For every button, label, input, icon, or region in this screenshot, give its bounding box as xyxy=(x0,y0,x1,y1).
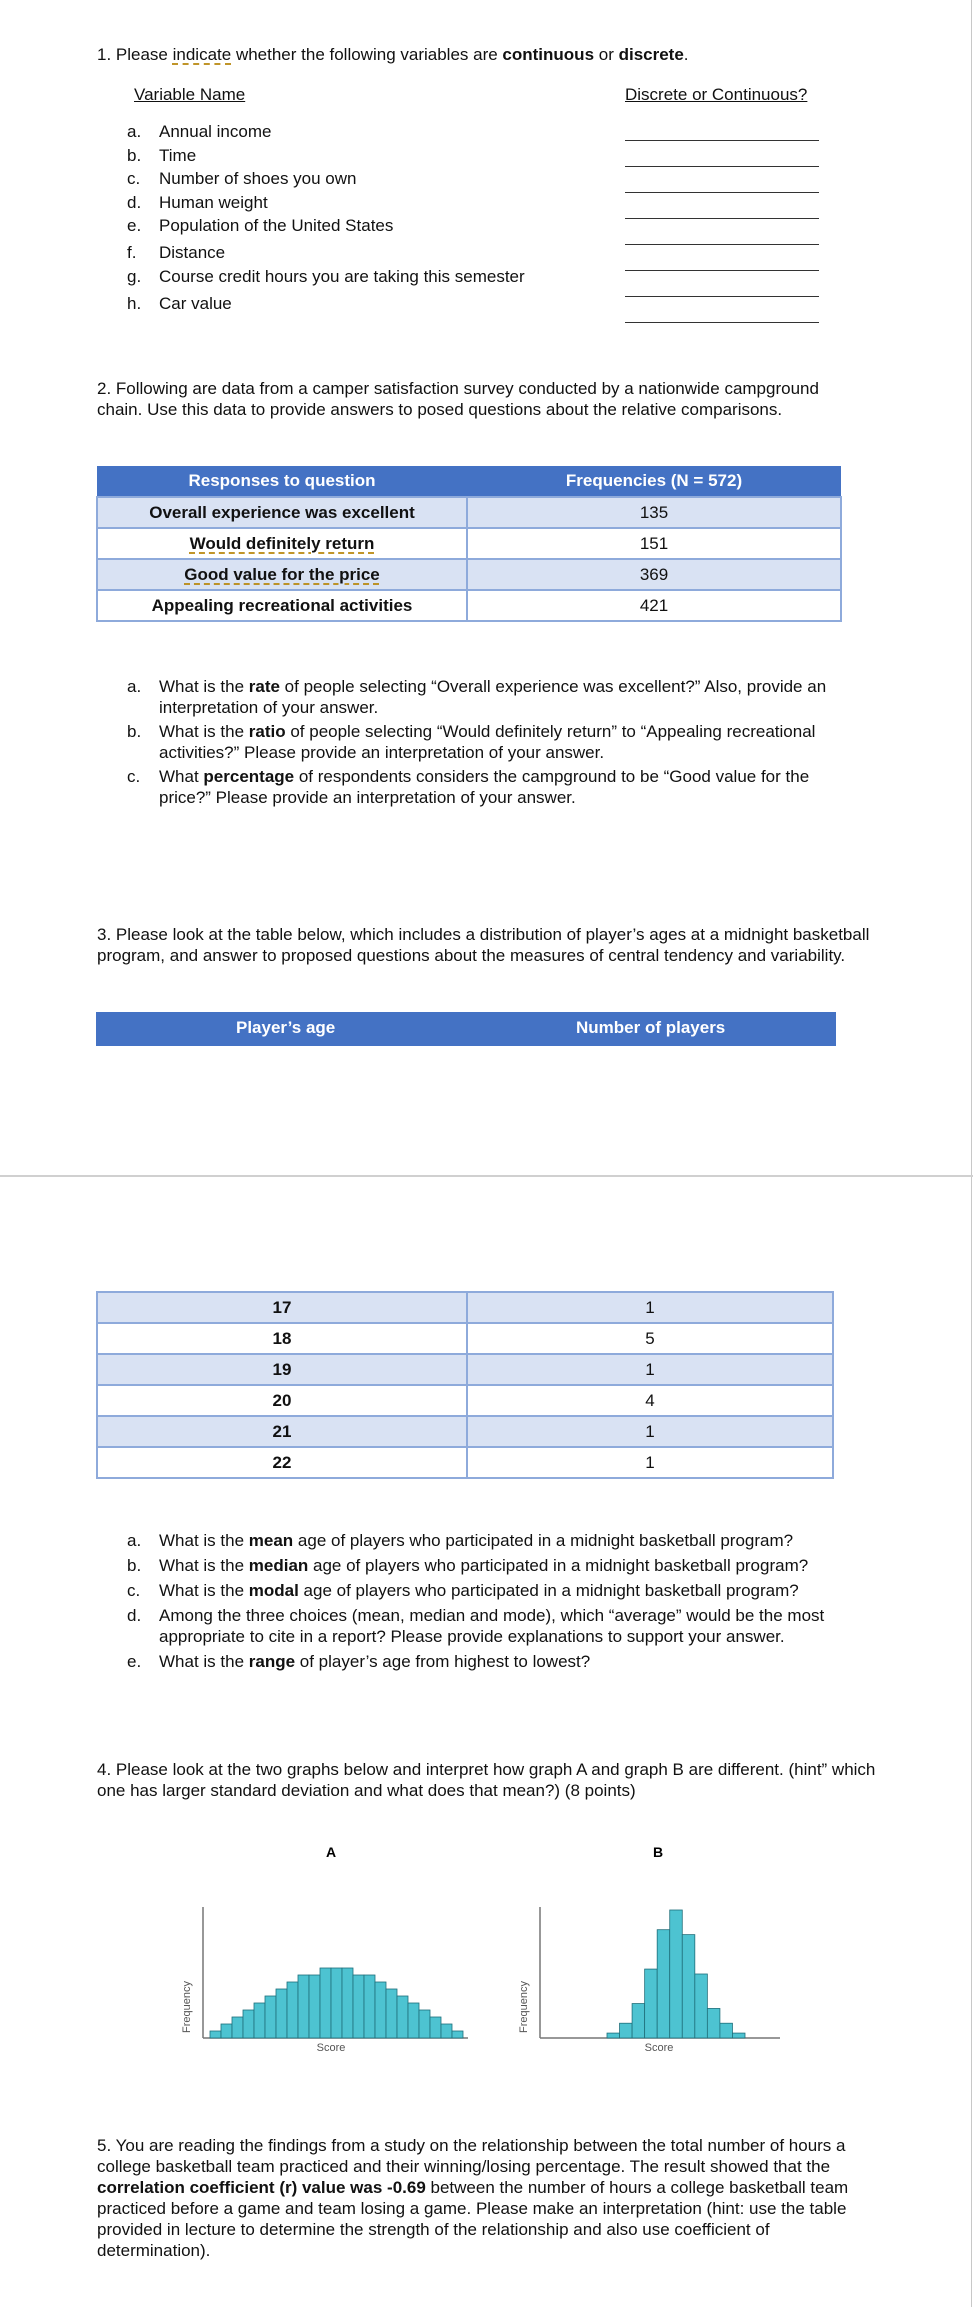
q3-question-e: e. What is the range of player’s age from highest to lowest? xyxy=(127,1652,591,1671)
graph-a-bar xyxy=(331,1968,342,2038)
graph-b-bar xyxy=(720,2023,733,2038)
q3-question-b: b. What is the median age of players who participated in a midnight basketball program? xyxy=(127,1556,809,1575)
page-2 xyxy=(0,1177,972,2307)
table-row: 21 1 xyxy=(97,1416,833,1447)
table-row: 17 1 xyxy=(97,1292,833,1323)
answer-blank[interactable] xyxy=(625,218,819,219)
graph-a-bar xyxy=(452,2031,463,2038)
q3-header-count: Number of players xyxy=(576,1018,726,1037)
answer-blank[interactable] xyxy=(625,192,819,193)
graph-a-bar xyxy=(320,1968,331,2038)
q1-item: e. Population of the United States xyxy=(127,216,394,235)
graph-a-bar xyxy=(364,1975,375,2038)
q2-header-responses: Responses to question xyxy=(97,466,467,497)
graph-b xyxy=(515,1837,785,2067)
q1-item: f. Distance xyxy=(127,243,226,262)
answer-blank[interactable] xyxy=(625,296,819,297)
graph-a-ylabel: Frequency xyxy=(181,1981,193,2033)
graph-a-xlabel: Score xyxy=(316,2042,346,2054)
graph-a-bar xyxy=(265,1996,276,2038)
answer-blank[interactable] xyxy=(625,270,819,271)
graph-a-bar xyxy=(430,2017,441,2038)
graph-a-bar xyxy=(441,2024,452,2038)
graph-b-bar xyxy=(607,2033,620,2038)
q2-survey-table xyxy=(96,466,842,622)
graph-a-bar xyxy=(232,2017,243,2038)
graph-a-bar xyxy=(243,2010,254,2038)
graph-b-bar xyxy=(732,2033,745,2038)
answer-blank[interactable] xyxy=(625,166,819,167)
graph-b-bar xyxy=(682,1935,695,2038)
q5-prompt: 5. You are reading the findings from a study on the relationship between the total number of hours a college basketball team practiced and their winning/losing percentage. The result showed that the correlation coefficient (r) value was -0.69 between the number of hours a college basketball team practiced before a game and team losing a game. Please make an interpretation (hint: use the table provided in lecture to determine the strength of the relationship and also use coefficient of determination). xyxy=(97,2136,849,2260)
q1-col-discrete-continuous: Discrete or Continuous? xyxy=(625,85,808,104)
graph-b-title: B xyxy=(652,1844,664,1860)
graph-a-title: A xyxy=(325,1844,337,1860)
graph-a-bar xyxy=(309,1975,320,2038)
q2-intro: 2. Following are data from a camper satisfaction survey conducted by a nationwide campground chain. Use this data to provide answers to posed questions about the relative comparisons. xyxy=(97,379,819,419)
q3-question-a: a. What is the mean age of players who participated in a midnight basketball program? xyxy=(127,1531,794,1550)
graph-a-bar xyxy=(386,1989,397,2038)
q3-questions xyxy=(127,1530,857,1672)
graph-b-bar xyxy=(707,2008,720,2038)
q1-item: a. Annual income xyxy=(127,122,272,141)
table-row: 20 4 xyxy=(97,1385,833,1416)
graph-a-bar xyxy=(287,1982,298,2038)
answer-blank[interactable] xyxy=(625,140,819,141)
table-row: Overall experience was excellent 135 xyxy=(97,497,841,528)
q3-age-table xyxy=(96,1291,834,1479)
q3-intro: 3. Please look at the table below, which includes a distribution of player’s ages at a midnight basketball program, and answer to proposed questions about the measures of central tendency and variability. xyxy=(97,925,870,965)
q1-item: h. Car value xyxy=(127,294,232,313)
q1-item: c. Number of shoes you own xyxy=(127,169,357,188)
q1-item: g. Course credit hours you are taking this semester xyxy=(127,267,525,286)
graph-a-bar xyxy=(254,2003,265,2038)
graph-b-bar xyxy=(632,2004,645,2038)
answer-blank[interactable] xyxy=(625,322,819,323)
q2-question-c: c. What percentage of respondents considers the campground to be “Good value for the price?” Please provide an interpretation of your answer. xyxy=(127,767,810,807)
graph-b-xlabel: Score xyxy=(644,2042,674,2054)
q1-prompt: 1. Please indicate whether the following variables are continuous or discrete. xyxy=(97,45,689,64)
q1-variable-list xyxy=(127,121,525,317)
graph-a-bar xyxy=(298,1975,309,2038)
graph-b-bar xyxy=(657,1930,670,2038)
q2-questions xyxy=(127,676,857,808)
q3-table-header xyxy=(96,1012,836,1046)
table-row: Appealing recreational activities 421 xyxy=(97,590,841,621)
graph-a-bar xyxy=(408,2003,419,2038)
q1-item: d. Human weight xyxy=(127,192,268,212)
graph-a-bar xyxy=(375,1982,386,2038)
graph-a-bar xyxy=(419,2010,430,2038)
graph-a-bar xyxy=(210,2031,221,2038)
graph-a-bar xyxy=(397,1996,408,2038)
table-row: 18 5 xyxy=(97,1323,833,1354)
q4-intro: 4. Please look at the two graphs below and interpret how graph A and graph B are different. (hint” which one has larger standard deviation and what does that mean?) (8 points) xyxy=(97,1760,876,1800)
q3-question-d: d. Among the three choices (mean, median and mode), which “average” would be the most appropriate to cite in a report? Please provide explanations to support your answer. xyxy=(127,1606,825,1646)
q1-item: b. Time xyxy=(127,145,197,165)
graph-b-bar xyxy=(695,1974,708,2038)
q3-header-age: Player’s age xyxy=(236,1018,336,1037)
graph-b-bar xyxy=(645,1969,658,2038)
graph-a xyxy=(178,1837,478,2067)
table-row: Would definitely return 151 xyxy=(97,528,841,559)
q1-col-variable-name: Variable Name xyxy=(134,85,246,104)
q2-question-a: a. What is the rate of people selecting “Overall experience was excellent?” Also, provide an interpretation of your answer. xyxy=(127,677,827,717)
q2-header-frequencies: Frequencies (N = 572) xyxy=(467,466,841,497)
graph-a-bar xyxy=(221,2024,232,2038)
graph-a-bar xyxy=(342,1968,353,2038)
table-row: Good value for the price 369 xyxy=(97,559,841,590)
answer-blank[interactable] xyxy=(625,244,819,245)
graph-b-bar xyxy=(620,2023,633,2038)
graph-b-bar xyxy=(670,1910,683,2038)
graph-b-ylabel: Frequency xyxy=(518,1981,530,2033)
q2-question-b: b. What is the ratio of people selecting “Would definitely return” to “Appealing recreational activities?” Please provide an interpretation of your answer. xyxy=(127,722,816,762)
table-row: 22 1 xyxy=(97,1447,833,1478)
table-row: 19 1 xyxy=(97,1354,833,1385)
graph-a-bar xyxy=(353,1975,364,2038)
graph-a-bar xyxy=(276,1989,287,2038)
q3-question-c: c. What is the modal age of players who participated in a midnight basketball program? xyxy=(127,1581,799,1600)
